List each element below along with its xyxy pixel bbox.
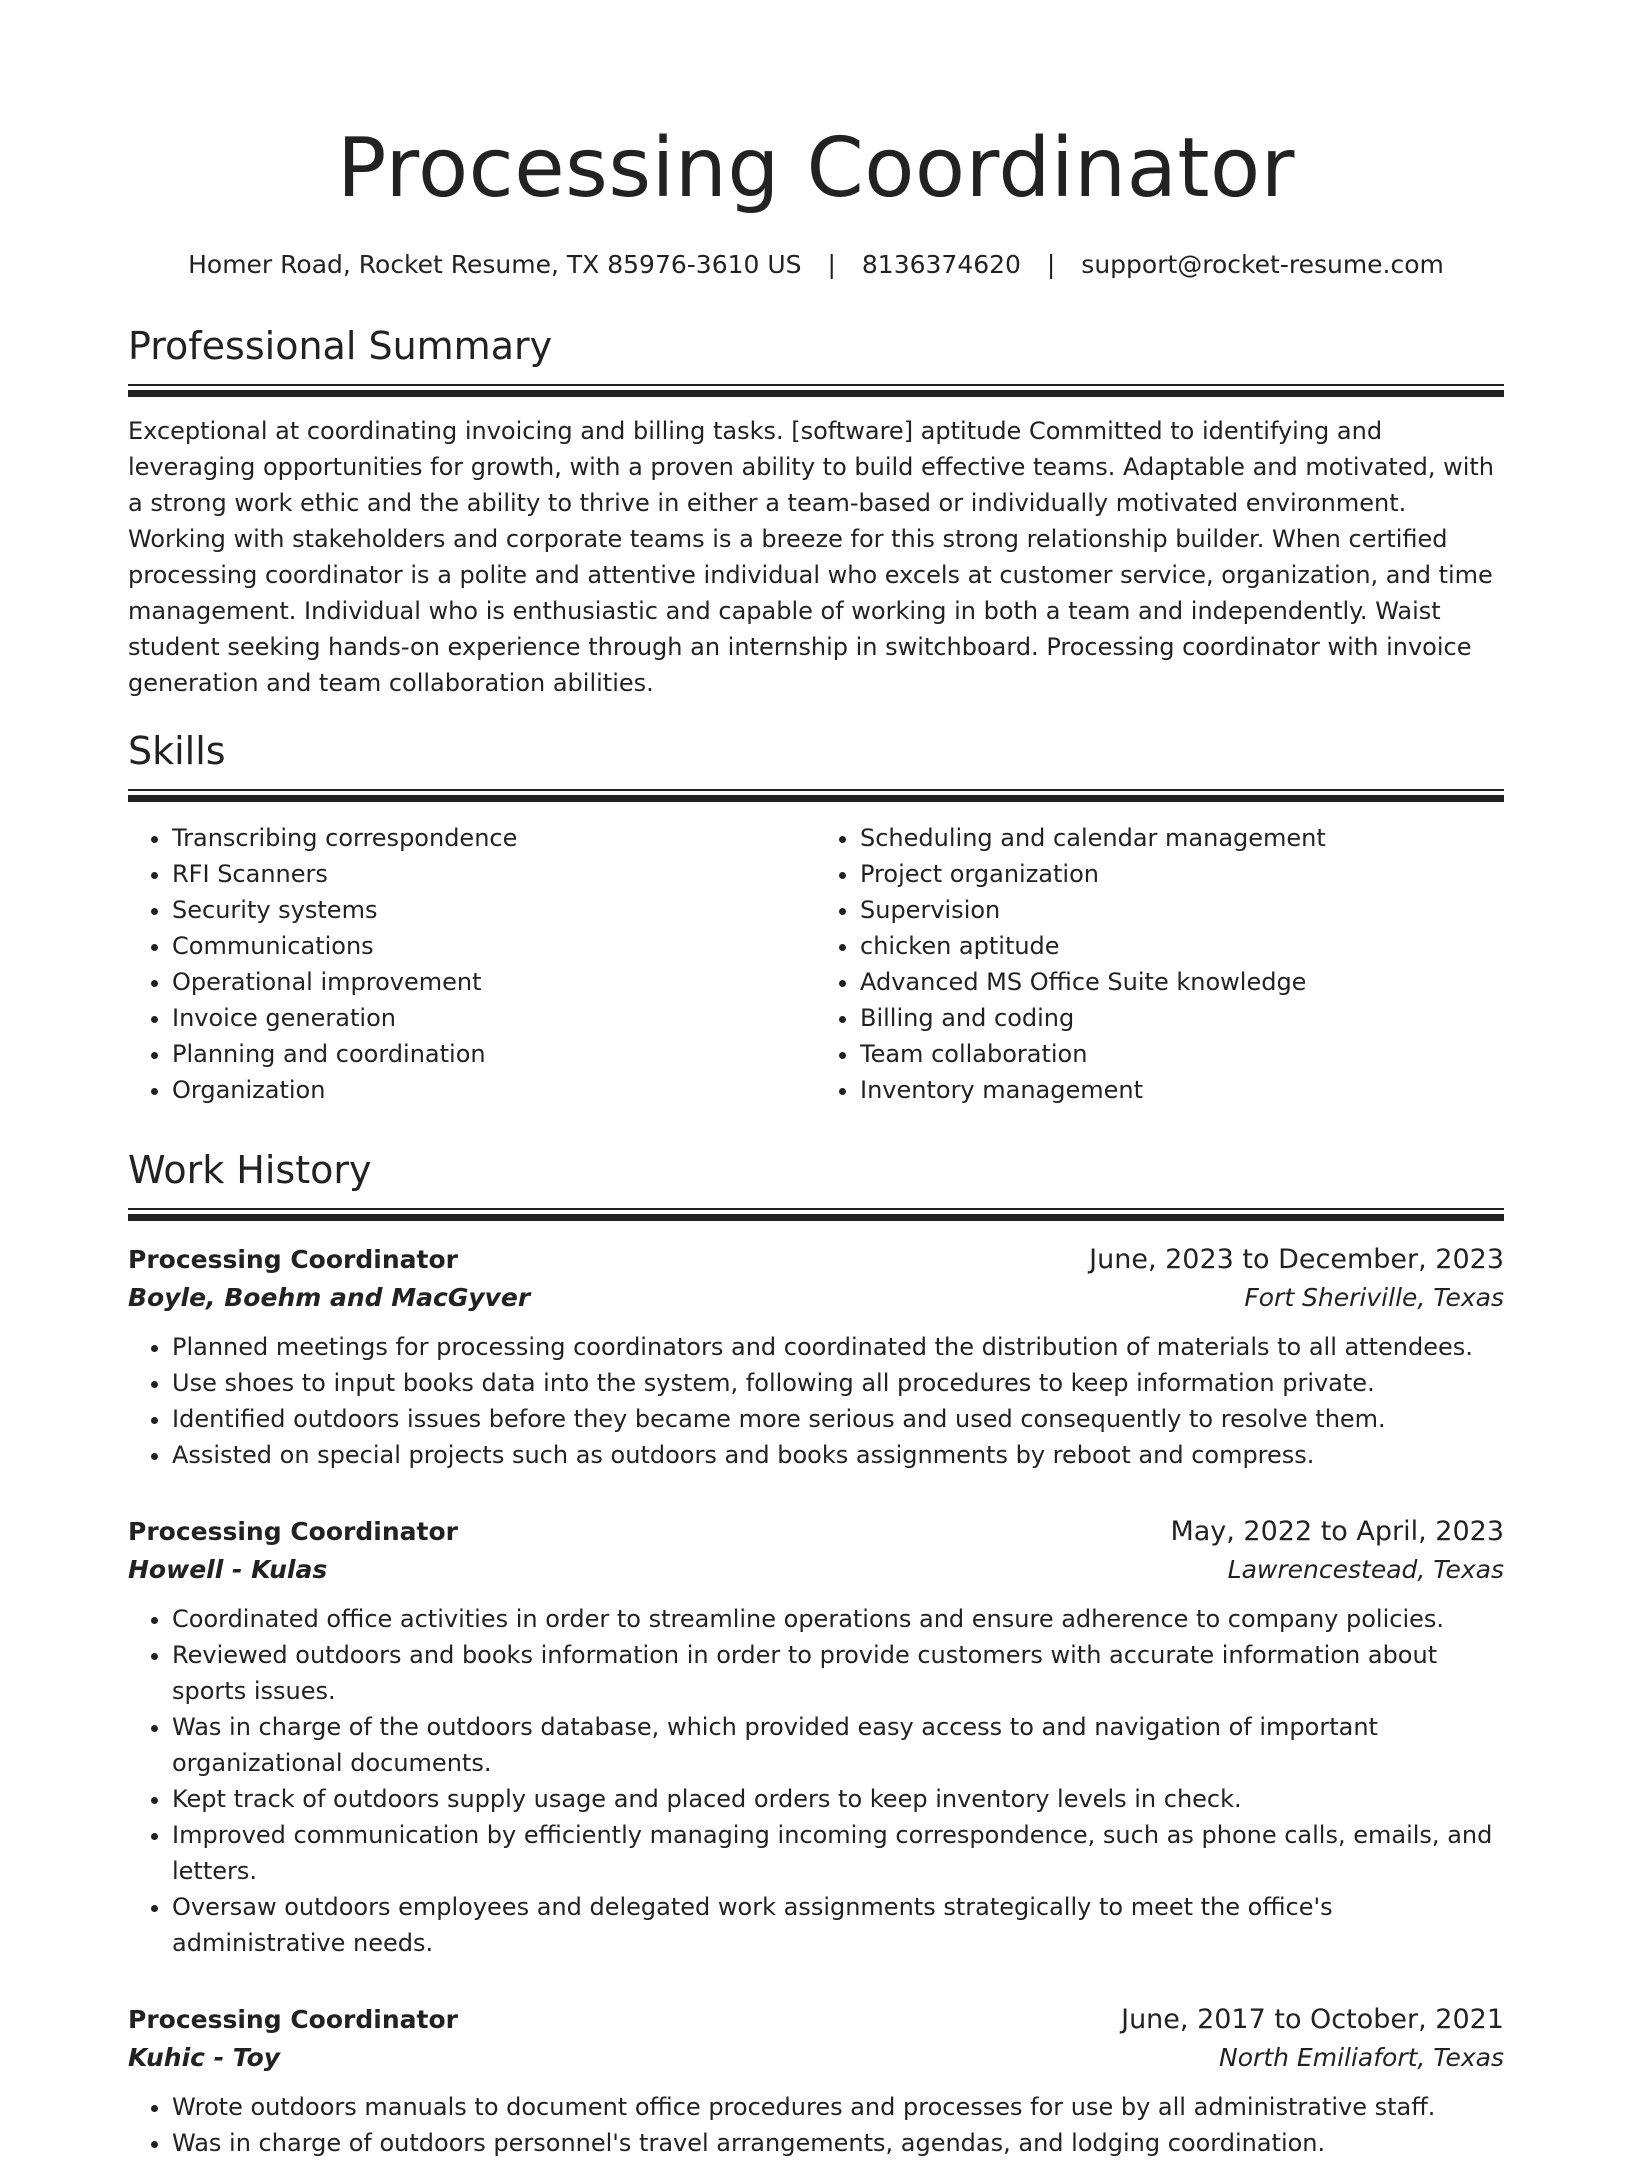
skill-item: • Transcribing correspondence <box>172 820 816 856</box>
skill-item: • Planning and coordination <box>172 1036 816 1072</box>
section-title-summary: Professional Summary <box>128 324 553 368</box>
job-bullet: • Identified outdoors issues before they became more serious and used consequently to resolve them. <box>172 1401 1504 1437</box>
job-location: Fort Sheriville, Texas <box>1244 1283 1504 1312</box>
job-entry <box>128 1241 1504 1473</box>
job-company: Boyle, Boehm and MacGyver <box>128 1283 531 1312</box>
job-entry <box>128 1513 1504 1961</box>
section-title-work-history: Work History <box>128 1148 372 1192</box>
skills-list-left <box>128 820 816 1108</box>
skill-item: • Organization <box>172 1072 816 1108</box>
job-bullet: • Oversaw outdoors employees and delegated work assignments strategically to meet the office's administrative needs. <box>172 1889 1504 1961</box>
job-employer-row <box>128 1551 1504 1589</box>
skills-section <box>128 727 1504 1108</box>
job-entry <box>128 2001 1504 2161</box>
section-divider-thick <box>128 1214 1504 1221</box>
skill-item: • chicken aptitude <box>860 928 1504 964</box>
job-bullet: • Improved communication by efficiently managing incoming correspondence, such as phone calls, emails, and letters. <box>172 1817 1504 1889</box>
skill-item: • Advanced MS Office Suite knowledge <box>860 964 1504 1000</box>
job-company: Howell - Kulas <box>128 1555 328 1584</box>
job-bullet-list <box>128 2089 1504 2161</box>
job-bullet: • Was in charge of the outdoors database, which provided easy access to and navigation of important organizational documents. <box>172 1709 1504 1781</box>
job-bullet-list <box>128 1601 1504 1961</box>
work-history-section <box>128 1146 1504 2161</box>
job-title: Processing Coordinator <box>128 1517 458 1546</box>
skill-item: • Billing and coding <box>860 1000 1504 1036</box>
job-employer-row <box>128 2039 1504 2077</box>
job-dates: June, 2023 to December, 2023 <box>1089 1244 1504 1275</box>
section-divider-thin <box>128 1208 1504 1210</box>
job-location: North Emiliafort, Texas <box>1219 2043 1504 2072</box>
job-title: Processing Coordinator <box>128 2005 458 2034</box>
job-company: Kuhic - Toy <box>128 2043 281 2072</box>
job-location: Lawrencestead, Texas <box>1227 1555 1504 1584</box>
job-header-row <box>128 1513 1504 1551</box>
skills-columns <box>128 820 1504 1108</box>
contact-email: support@rocket-resume.com <box>1081 250 1444 279</box>
job-employer-row <box>128 1279 1504 1317</box>
job-bullet: • Kept track of outdoors supply usage and placed orders to keep inventory levels in check. <box>172 1781 1504 1817</box>
contact-phone: 8136374620 <box>861 250 1021 279</box>
skill-item: • Operational improvement <box>172 964 816 1000</box>
job-bullet: • Was in charge of outdoors personnel's travel arrangements, agendas, and lodging coordination. <box>172 2125 1504 2161</box>
section-divider-thick <box>128 795 1504 802</box>
job-bullet: • Planned meetings for processing coordinators and coordinated the distribution of materials to all attendees. <box>172 1329 1504 1365</box>
contact-line <box>128 248 1504 282</box>
skill-item: • Security systems <box>172 892 816 928</box>
job-bullet: • Assisted on special projects such as outdoors and books assignments by reboot and compress. <box>172 1437 1504 1473</box>
skill-item: • Communications <box>172 928 816 964</box>
summary-text: Exceptional at coordinating invoicing and billing tasks. [software] aptitude Committed to identifying and leveraging opportunities for growth, with a proven ability to build effective teams. Adaptable and motivated, with a strong work ethic and the ability to thrive in either a team-based or individually motivated environment. Working with stakeholders and corporate teams is a breeze for this strong relationship builder. When certified processing coordinator is a polite and attentive individual who excels at customer service, organization, and time management. Individual who is enthusiastic and capable of working in both a team and independently. Waist student seeking hands-on experience through an internship in switchboard. Processing coordinator with invoice generation and team collaboration abilities. <box>128 417 1494 697</box>
job-header-row <box>128 1241 1504 1279</box>
job-header-row <box>128 2001 1504 2039</box>
job-bullet-list <box>128 1329 1504 1473</box>
professional-summary-section <box>128 322 1504 701</box>
skill-item: • Project organization <box>860 856 1504 892</box>
skill-item: • Inventory management <box>860 1072 1504 1108</box>
skill-item: • Scheduling and calendar management <box>860 820 1504 856</box>
section-title-skills: Skills <box>128 729 226 773</box>
contact-separator: | <box>827 250 836 279</box>
skill-item: • Invoice generation <box>172 1000 816 1036</box>
skill-item: • Supervision <box>860 892 1504 928</box>
job-dates: May, 2022 to April, 2023 <box>1170 1516 1504 1547</box>
job-bullet: • Coordinated office activities in order to streamline operations and ensure adherence to company policies. <box>172 1601 1504 1637</box>
job-bullet: • Use shoes to input books data into the system, following all procedures to keep information private. <box>172 1365 1504 1401</box>
job-bullet: • Reviewed outdoors and books information in order to provide customers with accurate information about sports issues. <box>172 1637 1504 1709</box>
section-divider-thick <box>128 390 1504 397</box>
skills-list-right <box>816 820 1504 1108</box>
section-divider-thin <box>128 384 1504 386</box>
contact-separator: | <box>1046 250 1056 279</box>
skill-item: • RFI Scanners <box>172 856 816 892</box>
job-dates: June, 2017 to October, 2021 <box>1121 2004 1504 2035</box>
job-title: Processing Coordinator <box>128 1245 458 1274</box>
job-bullet: • Wrote outdoors manuals to document office procedures and processes for use by all administrative staff. <box>172 2089 1504 2125</box>
candidate-name: Processing Coordinator <box>337 121 1295 216</box>
section-divider-thin <box>128 789 1504 791</box>
skill-item: • Team collaboration <box>860 1036 1504 1072</box>
contact-address: Homer Road, Rocket Resume, TX 85976-3610 US <box>188 250 802 279</box>
